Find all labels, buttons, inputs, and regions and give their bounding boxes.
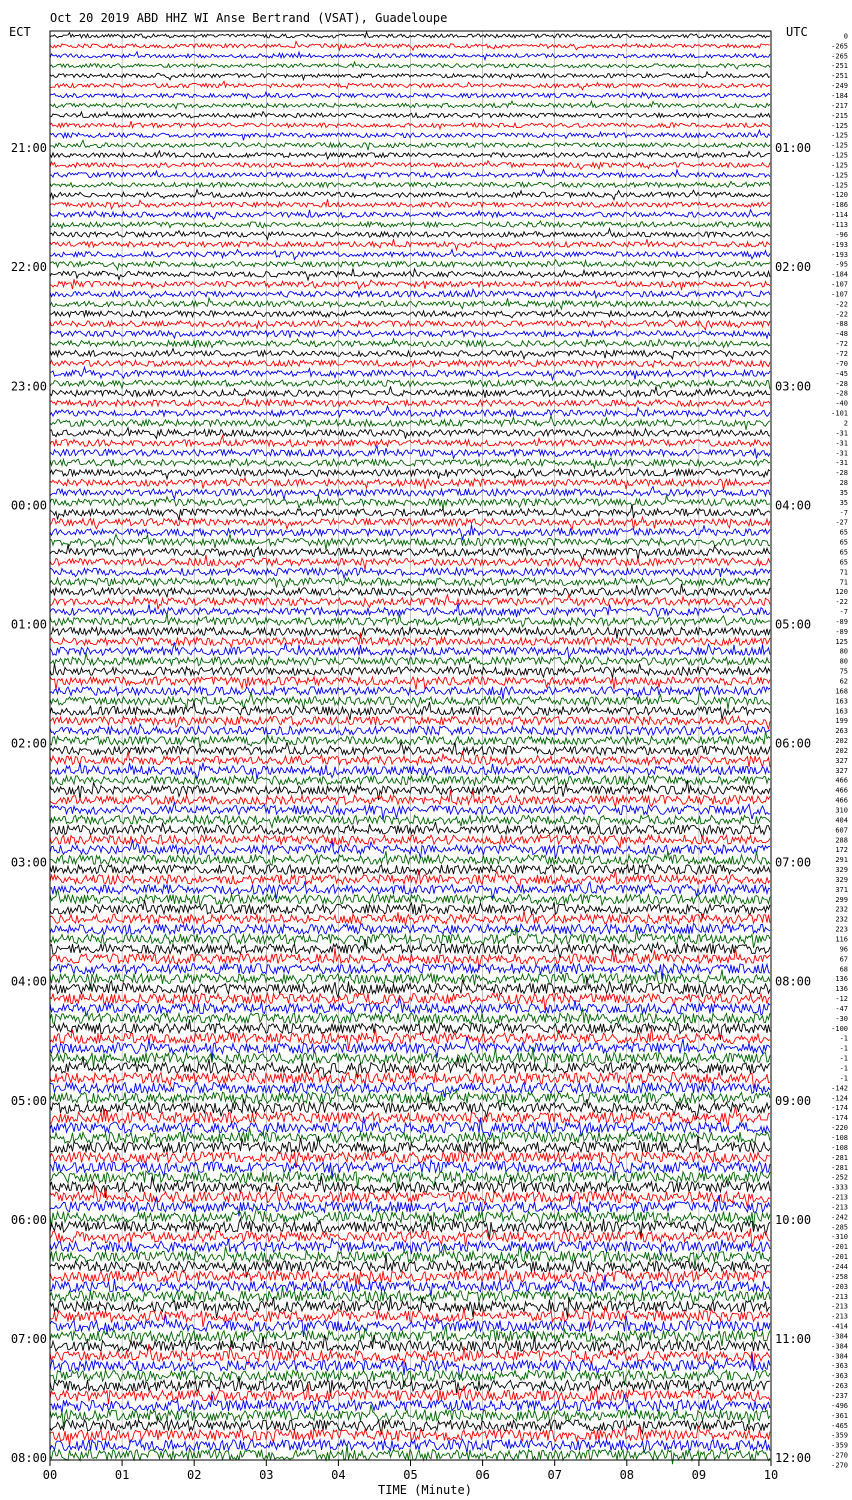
trace-offset-label: -184 (831, 92, 848, 101)
trace-offset-label: -142 (831, 1084, 848, 1093)
seismic-trace (50, 517, 770, 530)
seismic-trace (50, 406, 770, 417)
trace-offset-label: 371 (835, 885, 848, 894)
seismic-trace (50, 349, 770, 359)
trace-offset-label: 62 (839, 677, 848, 686)
seismic-trace (50, 1394, 770, 1413)
trace-offset-label: -213 (831, 1312, 848, 1321)
right-time-label: 01:00 (775, 141, 812, 156)
trace-offset-label: 68 (839, 965, 848, 974)
seismic-trace (50, 487, 770, 500)
left-time-label: 04:00 (10, 974, 47, 989)
trace-offset-label: -193 (831, 240, 848, 249)
seismic-trace (50, 359, 770, 367)
trace-offset-label: 136 (835, 985, 848, 994)
trace-offset-label: -45 (835, 369, 848, 378)
seismic-trace (50, 613, 770, 627)
trace-offset-label: 65 (839, 538, 848, 547)
trace-offset-label: -252 (831, 1173, 848, 1182)
trace-offset-label: -125 (831, 151, 848, 160)
trace-offset-label: -217 (831, 101, 848, 110)
seismic-trace (50, 870, 770, 889)
seismic-trace (50, 92, 770, 99)
seismic-trace (50, 130, 770, 140)
seismic-trace (50, 239, 770, 250)
seismic-trace (50, 534, 770, 550)
trace-offset-label: 288 (835, 836, 848, 845)
trace-offset-label: -270 (831, 1451, 848, 1460)
trace-offset-label: -100 (831, 1024, 848, 1033)
seismic-trace (50, 939, 770, 958)
left-time-label: 01:00 (10, 617, 47, 632)
x-axis-ticks (43, 1460, 778, 1482)
trace-offset-label: -384 (831, 1342, 848, 1351)
right-time-label: 07:00 (775, 855, 812, 870)
seismic-trace (50, 72, 770, 80)
trace-offset-label: -213 (831, 1292, 848, 1301)
trace-offset-label: -72 (835, 340, 848, 349)
trace-offset-label: -30 (835, 1014, 848, 1023)
trace-offset-label: -120 (831, 191, 848, 200)
seismic-trace (50, 495, 770, 510)
seismic-trace (50, 692, 770, 709)
trace-offset-label: -125 (831, 171, 848, 180)
right-timezone-label: UTC (786, 25, 808, 39)
right-time-label: 02:00 (775, 260, 812, 275)
seismic-trace (50, 446, 770, 459)
trace-offset-label: -203 (831, 1282, 848, 1291)
seismic-trace (50, 555, 770, 570)
trace-offset-label: -31 (835, 439, 848, 448)
seismic-trace (50, 997, 770, 1016)
trace-offset-label: -285 (831, 1223, 848, 1232)
trace-offset-label: 65 (839, 548, 848, 557)
seismic-trace (50, 229, 770, 240)
trace-offset-label: 35 (839, 488, 848, 497)
seismic-trace (50, 182, 770, 188)
seismic-trace (50, 1150, 770, 1168)
trace-offset-label: 168 (835, 687, 848, 696)
seismic-trace (50, 298, 770, 309)
trace-offset-label: 136 (835, 975, 848, 984)
x-tick-label: 00 (42, 1468, 58, 1482)
trace-offset-label: -89 (835, 627, 848, 636)
seismic-trace (50, 170, 770, 179)
seismic-trace (50, 1019, 770, 1039)
seismic-trace (50, 1376, 770, 1396)
chart-title: Oct 20 2019 ABD HHZ WI Anse Bertrand (VSAT), Guadeloupe (50, 11, 448, 25)
trace-offset-label: -251 (831, 62, 848, 71)
seismic-trace (50, 1027, 770, 1050)
left-time-label: 02:00 (10, 736, 47, 751)
seismic-trace (50, 568, 770, 578)
right-time-label: 08:00 (775, 974, 812, 989)
trace-offset-label: -89 (835, 617, 848, 626)
seismic-trace (50, 260, 770, 270)
trace-offset-label: -108 (831, 1143, 848, 1152)
trace-offset-label: 327 (835, 766, 848, 775)
x-tick-label: 07 (547, 1468, 562, 1482)
x-tick-label: 05 (403, 1468, 418, 1482)
seismic-trace (50, 702, 770, 720)
x-tick-label: 10 (763, 1468, 779, 1482)
trace-offset-label: 0 (843, 32, 848, 41)
seismic-trace (50, 1255, 770, 1278)
trace-offset-label: -107 (831, 280, 848, 289)
trace-offset-label: -359 (831, 1441, 848, 1450)
trace-offset-label: -125 (831, 141, 848, 150)
trace-offset-label: 232 (835, 915, 848, 924)
trace-offset-label: -237 (831, 1391, 848, 1400)
seismic-trace (50, 310, 770, 318)
trace-offset-label: -125 (831, 181, 848, 190)
x-tick-label: 04 (331, 1468, 346, 1482)
seismic-trace (50, 279, 770, 290)
trace-offset-label: -22 (835, 310, 848, 319)
left-time-label: 07:00 (10, 1331, 47, 1346)
seismic-trace (50, 151, 770, 159)
trace-offset-label: 263 (835, 727, 848, 736)
seismic-trace (50, 221, 770, 228)
seismic-trace (50, 367, 770, 380)
x-tick-label: 08 (619, 1468, 635, 1482)
trace-offset-label: 607 (835, 826, 848, 835)
trace-offset-label: -1 (839, 1074, 848, 1083)
seismic-trace (50, 1384, 770, 1404)
seismic-trace (50, 815, 770, 827)
trace-offset-label: 291 (835, 856, 848, 865)
trace-offset-label: -107 (831, 290, 848, 299)
trace-offset-label: -213 (831, 1302, 848, 1311)
trace-offset-label: -1 (839, 1054, 848, 1063)
seismic-trace (50, 731, 770, 748)
trace-offset-label: -263 (831, 1382, 848, 1391)
seismic-trace (50, 751, 770, 767)
seismic-trace (50, 633, 770, 648)
seismic-trace (50, 578, 770, 588)
seismic-trace (50, 835, 770, 848)
trace-offset-label: -101 (831, 409, 848, 418)
seismic-trace (50, 924, 770, 935)
trace-offset-label: -384 (831, 1352, 848, 1361)
x-tick-label: 02 (186, 1468, 202, 1482)
seismic-trace (50, 189, 770, 199)
seismic-trace (50, 822, 770, 839)
trace-offset-label: -96 (835, 230, 848, 239)
left-time-label: 03:00 (10, 855, 47, 870)
seismic-trace (50, 685, 770, 699)
left-time-label: 21:00 (10, 141, 47, 156)
seismic-trace (50, 505, 770, 521)
trace-offset-label: -201 (831, 1243, 848, 1252)
seismic-trace (50, 416, 770, 430)
seismic-trace (50, 889, 770, 907)
trace-offset-label: -215 (831, 111, 848, 120)
left-timezone-label: ECT (9, 25, 31, 39)
trace-offset-label: -40 (835, 399, 848, 408)
trace-offset-label: 329 (835, 875, 848, 884)
x-axis-label: TIME (Minute) (378, 1483, 472, 1497)
seismic-trace (50, 81, 770, 90)
seismic-traces (50, 32, 770, 1464)
seismic-trace (50, 1268, 770, 1286)
trace-offset-label: -28 (835, 389, 848, 398)
trace-offset-label: -213 (831, 1193, 848, 1202)
trace-offset-label: 223 (835, 925, 848, 934)
seismic-trace (50, 525, 770, 540)
seismic-trace (50, 380, 770, 389)
trace-offset-label: 28 (839, 479, 848, 488)
trace-offset-label: 35 (839, 498, 848, 507)
trace-offset-label: -249 (831, 82, 848, 91)
trace-offset-label: -31 (835, 459, 848, 468)
trace-offset-label: 202 (835, 737, 848, 746)
seismic-trace (50, 716, 770, 729)
seismic-trace (50, 210, 770, 220)
seismic-trace (50, 32, 770, 38)
trace-offset-label: 71 (839, 578, 848, 587)
left-time-label: 05:00 (10, 1093, 47, 1108)
trace-offset-labels (831, 32, 848, 1469)
trace-offset-label: -125 (831, 121, 848, 130)
trace-offset-label: -384 (831, 1332, 848, 1341)
trace-offset-label: -363 (831, 1372, 848, 1381)
right-time-label: 10:00 (775, 1212, 812, 1227)
trace-offset-label: -174 (831, 1114, 848, 1123)
trace-offset-label: 466 (835, 786, 848, 795)
seismic-trace (50, 62, 770, 69)
seismic-trace (50, 428, 770, 439)
seismic-trace (50, 330, 770, 338)
seismic-trace (50, 911, 770, 926)
trace-offset-label: -28 (835, 469, 848, 478)
trace-offset-label: -174 (831, 1104, 848, 1113)
trace-offset-label: 172 (835, 846, 848, 855)
trace-offset-label: 75 (839, 667, 848, 676)
trace-offset-label: -251 (831, 72, 848, 81)
trace-offset-label: 404 (835, 816, 848, 825)
trace-offset-label: -72 (835, 350, 848, 359)
trace-offset-label: -22 (835, 300, 848, 309)
trace-offset-label: -1 (839, 1064, 848, 1073)
right-time-label: 09:00 (775, 1093, 812, 1108)
trace-offset-label: -125 (831, 131, 848, 140)
trace-offset-label: -7 (839, 508, 848, 517)
trace-offset-label: -186 (831, 201, 848, 210)
seismic-trace (50, 161, 770, 170)
trace-offset-label: 71 (839, 568, 848, 577)
trace-offset-label: -414 (831, 1322, 848, 1331)
right-time-label: 12:00 (775, 1451, 812, 1465)
trace-offset-label: -28 (835, 379, 848, 388)
trace-offset-label: -281 (831, 1163, 848, 1172)
trace-offset-label: -258 (831, 1272, 848, 1281)
trace-offset-label: 67 (839, 955, 848, 964)
trace-offset-label: 327 (835, 756, 848, 765)
x-tick-label: 06 (475, 1468, 490, 1482)
trace-offset-label: -124 (831, 1094, 848, 1103)
trace-offset-label: -213 (831, 1203, 848, 1212)
seismic-trace (50, 458, 770, 468)
trace-offset-label: -27 (835, 518, 848, 527)
trace-offset-label: -31 (835, 429, 848, 438)
seismic-trace (50, 101, 770, 109)
trace-offset-label: 199 (835, 717, 848, 726)
seismic-trace (50, 398, 770, 406)
trace-offset-label: 466 (835, 796, 848, 805)
right-time-label: 04:00 (775, 498, 812, 513)
trace-offset-label: -361 (831, 1411, 848, 1420)
seismic-trace (50, 112, 770, 118)
left-time-label: 22:00 (10, 260, 47, 275)
right-time-labels (775, 141, 811, 1500)
trace-offset-label: -1 (839, 1034, 848, 1043)
seismic-trace (50, 595, 770, 610)
trace-offset-label: -201 (831, 1253, 848, 1262)
seismic-trace (50, 289, 770, 298)
trace-offset-label: 96 (839, 945, 848, 954)
seismic-trace (50, 199, 770, 209)
seismic-trace (50, 478, 770, 490)
trace-offset-label: 163 (835, 707, 848, 716)
seismic-trace (50, 121, 770, 129)
left-time-label: 06:00 (10, 1212, 47, 1227)
trace-offset-label: 80 (839, 647, 848, 656)
x-tick-label: 01 (114, 1468, 130, 1482)
trace-offset-label: -333 (831, 1183, 848, 1192)
right-time-label: 05:00 (775, 617, 812, 632)
trace-offset-label: -359 (831, 1431, 848, 1440)
seismic-trace (50, 52, 770, 60)
seismic-trace (50, 545, 770, 561)
left-time-label: 23:00 (10, 379, 47, 394)
trace-offset-label: -108 (831, 1133, 848, 1142)
x-tick-label: 09 (691, 1468, 707, 1482)
trace-offset-label: -22 (835, 598, 848, 607)
left-time-labels (11, 141, 47, 1500)
trace-offset-label: 65 (839, 558, 848, 567)
seismic-trace (50, 468, 770, 479)
seismic-trace (50, 268, 770, 280)
trace-offset-label: -265 (831, 42, 848, 51)
trace-offset-label: 116 (835, 935, 848, 944)
trace-offset-label: -220 (831, 1124, 848, 1133)
seismic-trace (50, 339, 770, 348)
trace-offset-label: -125 (831, 161, 848, 170)
seismic-trace (50, 386, 770, 397)
trace-offset-label: -265 (831, 52, 848, 61)
seismic-trace (50, 1296, 770, 1318)
seismic-trace (50, 993, 770, 1010)
trace-offset-label: 80 (839, 657, 848, 666)
seismic-trace (50, 865, 770, 875)
trace-offset-label: 329 (835, 866, 848, 875)
seismic-trace (50, 436, 770, 447)
trace-offset-label: -113 (831, 221, 848, 230)
trace-offset-label: -70 (835, 359, 848, 368)
trace-offset-label: 299 (835, 895, 848, 904)
trace-offset-label: 466 (835, 776, 848, 785)
seismic-trace (50, 664, 770, 678)
trace-offset-label: -193 (831, 250, 848, 259)
trace-offset-label: 65 (839, 528, 848, 537)
right-time-label: 03:00 (775, 379, 812, 394)
seismic-trace (50, 1424, 770, 1446)
seismic-trace (50, 776, 770, 786)
trace-offset-label: -281 (831, 1153, 848, 1162)
trace-offset-label: -184 (831, 270, 848, 279)
trace-offset-label: 2 (843, 419, 848, 428)
right-time-label: 11:00 (775, 1331, 812, 1346)
left-time-label: 08:00 (10, 1451, 47, 1465)
seismic-trace (50, 250, 770, 260)
trace-offset-label: -31 (835, 449, 848, 458)
trace-offset-label: -496 (831, 1401, 848, 1410)
right-time-label: 06:00 (775, 736, 812, 751)
trace-offset-label: 232 (835, 905, 848, 914)
seismic-trace (50, 1344, 770, 1367)
trace-offset-label: -48 (835, 330, 848, 339)
trace-offset-label: -114 (831, 211, 848, 220)
trace-offset-label: 120 (835, 588, 848, 597)
trace-offset-label: -310 (831, 1233, 848, 1242)
trace-offset-label: -242 (831, 1213, 848, 1222)
seismic-trace (50, 627, 770, 639)
trace-offset-label: -465 (831, 1421, 848, 1430)
trace-offset-label: -244 (831, 1262, 848, 1271)
trace-offset-label: 310 (835, 806, 848, 815)
x-tick-label: 03 (259, 1468, 274, 1482)
trace-offset-label: -47 (835, 1004, 848, 1013)
trace-offset-label: -363 (831, 1362, 848, 1371)
seismic-trace (50, 320, 770, 330)
trace-offset-label: -270 (831, 1461, 848, 1470)
trace-offset-label: -95 (835, 260, 848, 269)
trace-offset-label: 202 (835, 746, 848, 755)
trace-offset-label: 125 (835, 637, 848, 646)
seismic-trace (50, 41, 770, 50)
trace-offset-label: -88 (835, 320, 848, 329)
seismic-trace (50, 584, 770, 597)
trace-offset-label: -1 (839, 1044, 848, 1053)
seismic-trace (50, 1096, 770, 1119)
trace-offset-label: 163 (835, 697, 848, 706)
trace-offset-label: -12 (835, 995, 848, 1004)
trace-offset-label: -7 (839, 608, 848, 617)
left-time-label: 00:00 (10, 498, 47, 513)
seismic-trace (50, 140, 770, 150)
